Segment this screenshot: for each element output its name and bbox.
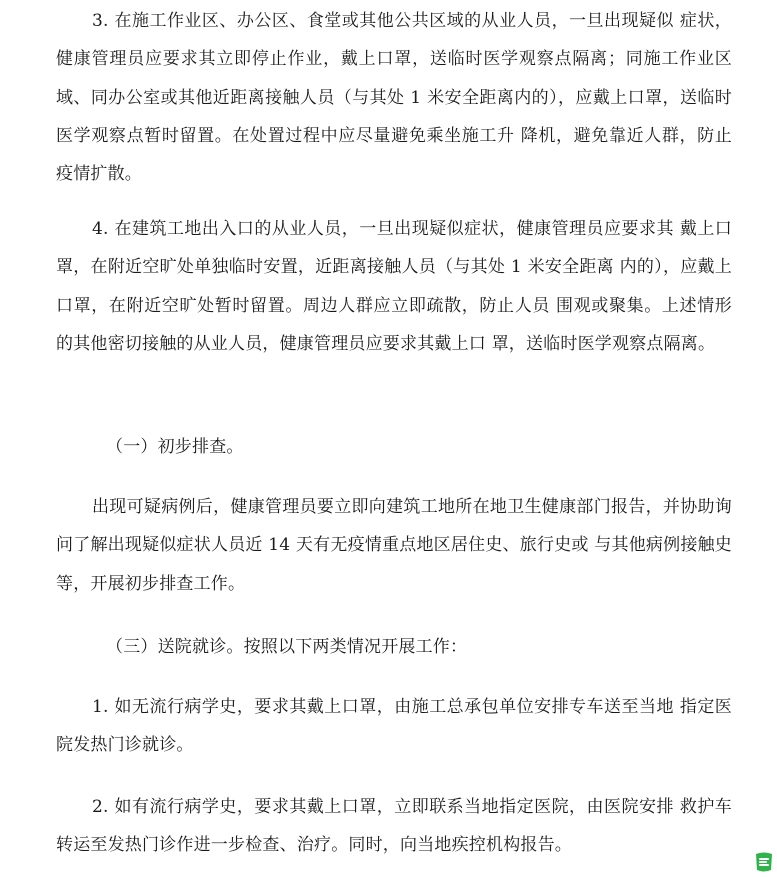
paragraph-case-2: 2. 如有流行病学史，要求其戴上口罩，立即联系当地指定医院，由医院安排 救护车转运至发热门诊作进一步检查、治疗。同时，向当地疾控机构报告。 [56, 797, 732, 856]
paragraph-4: 4. 在建筑工地出入口的从业人员，一旦出现疑似症状，健康管理员应要求其 戴上口罩，在附近空旷处单独临时安置，近距离接触人员（与其处 1 米安全距离 内的），应戴上口罩，在附近空旷处暂时留置。周边人群应立即疏散，防止人员 围观或聚集。上述情形的其他密切接触的从业人员，健康管理员应要求其戴上口 罩，送临时医学观察点隔离。 [56, 219, 732, 354]
section-heading-initial-screening: （一）初步排查。 [106, 437, 244, 457]
paragraph-screening: 出现可疑病例后，健康管理员要立即向建筑工地所在地卫生健康部门报告，并协助询问了解出现疑似症状人员近 14 天有无疫情重点地区居住史、旅行史或 与其他病例接触史等，开展初步排查工作。 [56, 497, 732, 594]
app-logo-icon [754, 851, 774, 873]
section-heading-hospital-visit: （三）送院就诊。按照以下两类情况开展工作： [106, 637, 468, 657]
paragraph-3: 3. 在施工作业区、办公区、食堂或其他公共区域的从业人员，一旦出现疑似 症状，健康管理员应要求其立即停止作业，戴上口罩，送临时医学观察点隔离；同施工作业区域、同办公室或其他近距离接触人员（与其处 1 米安全距离内的），应戴上口罩，送临时医学观察点暂时留置。在处置过程中应尽量避免乘坐施工升 降机，避免靠近人群，防止疫情扩散。 [56, 11, 732, 185]
paragraph-case-1: 1. 如无流行病学史，要求其戴上口罩，由施工总承包单位安排专车送至当地 指定医院发热门诊就诊。 [56, 697, 732, 756]
